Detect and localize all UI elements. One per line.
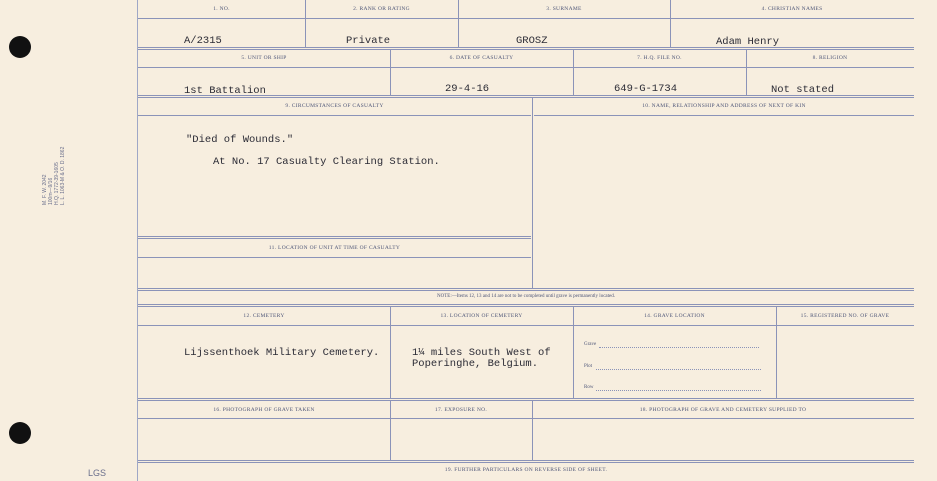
date-value: 29-4-16 (445, 83, 490, 95)
hq-file-value: 649-G-1734 (614, 83, 678, 95)
surname-value: GROSZ (516, 35, 548, 47)
row-dotted-line (596, 390, 761, 391)
rule (532, 98, 533, 288)
punch-hole-top (9, 36, 31, 58)
corner-code: LGS (88, 468, 107, 478)
cemetery-label: 12. CEMETERY (243, 313, 285, 319)
location-cemetery-line1: 1¼ miles South West of (412, 347, 551, 359)
rule (138, 67, 914, 68)
side-note-line: H.Q. 1772-39-1605 (54, 162, 60, 205)
christian-names-value: Adam Henry (716, 36, 780, 48)
registered-no-label: 15. REGISTERED NO. OF GRAVE (800, 313, 890, 319)
rule (776, 306, 777, 398)
rank-label: 2. RANK OR RATING (353, 6, 410, 12)
photo-taken-label: 16. PHOTOGRAPH OF GRAVE TAKEN (213, 407, 315, 413)
cemetery-value: Lijssenthoek Military Cemetery. (184, 347, 380, 359)
rule (138, 236, 531, 239)
rule (390, 306, 391, 398)
plot-dotted-line (596, 369, 761, 370)
hq-file-label: 7. H.Q. FILE NO. (637, 55, 682, 61)
rule (138, 115, 531, 116)
location-cemetery-label: 13. LOCATION OF CEMETERY (440, 313, 523, 319)
row-field-label: Row (584, 385, 594, 390)
next-of-kin-label: 10. NAME, RELATIONSHIP AND ADDRESS OF NEXT OF KIN (642, 103, 806, 109)
unit-value: 1st Battalion (184, 85, 266, 97)
photo-supplied-label: 18. PHOTOGRAPH OF GRAVE AND CEMETERY SUPPLIED TO (639, 407, 807, 413)
circumstances-line2: At No. 17 Casualty Clearing Station. (213, 156, 440, 168)
rule (534, 115, 914, 116)
completion-note: NOTE:—Items 12, 13 and 14 are not to be completed until grave is permanently located. (436, 294, 615, 299)
no-value: A/2315 (184, 35, 222, 47)
unit-label: 5. UNIT OR SHIP (241, 55, 287, 61)
rule (138, 418, 914, 419)
rule (138, 257, 531, 258)
rule (138, 47, 914, 50)
no-label: 1. NO. (213, 6, 230, 12)
punch-hole-bottom (9, 422, 31, 444)
further-particulars-label: 19. FURTHER PARTICULARS ON REVERSE SIDE OF SHEET. (444, 467, 608, 473)
surname-label: 3. SURNAME (546, 6, 582, 12)
rule (138, 325, 914, 326)
exposure-label: 17. EXPOSURE NO. (434, 407, 488, 413)
rule (138, 288, 914, 291)
circumstances-label: 9. CIRCUMSTANCES OF CASUALTY (285, 103, 384, 109)
rule (138, 18, 914, 19)
side-print-note (42, 65, 66, 205)
plot-field-label: Plot (584, 364, 593, 369)
rule (138, 460, 914, 463)
location-cemetery-line2: Poperinghe, Belgium. (412, 358, 539, 370)
grave-location-label: 14. GRAVE LOCATION (644, 313, 705, 319)
side-note-line: L. L. 1063-M & O. D. 1862 (60, 146, 66, 205)
grave-dotted-line (599, 347, 759, 348)
circumstances-line1: "Died of Wounds." (186, 134, 294, 146)
rank-value: Private (346, 35, 391, 47)
rule (138, 304, 914, 307)
grave-field-label: Grave (584, 342, 597, 347)
date-label: 6. DATE OF CASUALTY (449, 55, 514, 61)
rule (138, 398, 914, 401)
rule (573, 306, 574, 398)
religion-value: Not stated (771, 84, 835, 96)
christian-names-label: 4. CHRISTIAN NAMES (761, 6, 823, 12)
religion-label: 8. RELIGION (812, 55, 848, 61)
location-unit-label: 11. LOCATION OF UNIT AT TIME OF CASUALTY (268, 245, 401, 251)
side-note-line: 100m—9/16 (48, 177, 54, 205)
side-note-line: M. F. W. 2042 (42, 174, 48, 205)
